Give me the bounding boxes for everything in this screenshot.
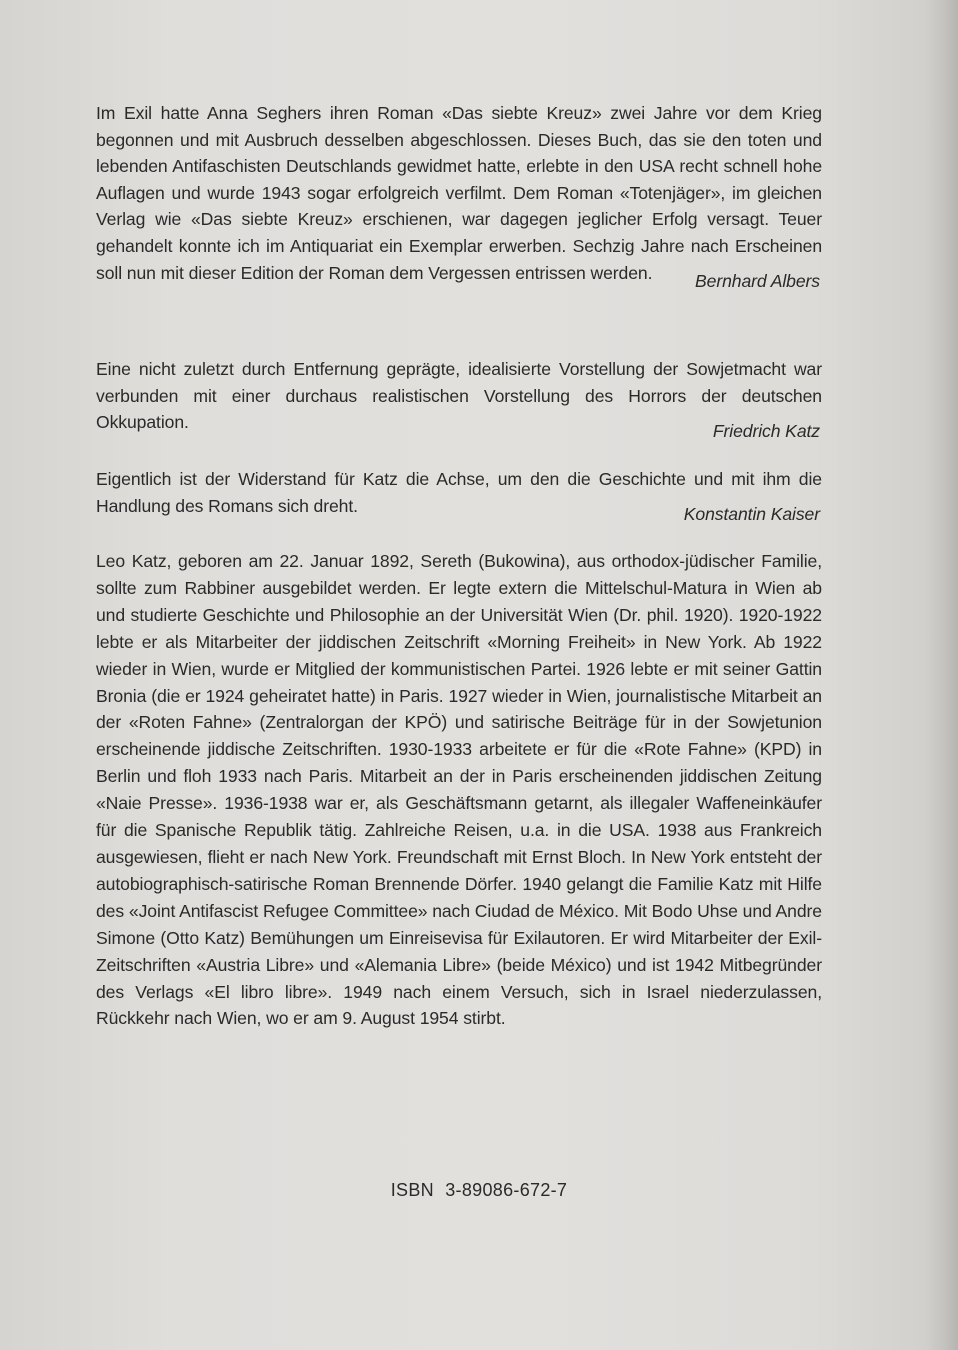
isbn-number [0, 1180, 958, 1201]
author-biography [96, 548, 822, 1032]
blurb-author: Bernhard Albers [695, 271, 820, 292]
biography-text: Leo Katz, geboren am 22. Januar 1892, Sereth (Bukowina), aus orthodox-jüdischer Familie, sollte zum Rabbiner ausgebildet werden. Er legte extern die Mittelschul-Matura in Wien ab und studierte Geschichte und Philosophie an der Universität Wien (Dr. phil. 1920). 1920-1922 lebte er als Mitarbeiter der jiddischen Zeitschrift «Morning Freiheit» in New York. Ab 1922 wieder in Wien, wurde er Mitglied der kommunistischen Partei. 1926 lebte er mit seiner Gattin Bronia (die er 1924 geheiratet hatte) in Paris. 1927 wieder in Wien, journalistische Mitarbeit an der «Roten Fahne» (Zentralorgan der KPÖ) und satirische Beiträge für in der Sowjetunion erscheinende jiddische Zeitschriften. 1930-1933 arbeitete er für die «Rote Fahne» (KPD) in Berlin und floh 1933 nach Paris. Mitarbeit an der in Paris erscheinenden jiddischen Zeitung «Naie Presse». 1936-1938 war er, als Geschäftsmann getarnt, als illegaler Waffeneinkäufer für die Spanische Republik tätig. Zahlreiche Reisen, u.a. in die USA. 1938 aus Frankreich ausgewiesen, flieht er nach New York. Freundschaft mit Ernst Bloch. In New York entsteht der autobiographisch-satirische Roman Brennende Dörfer. 1940 gelangt die Familie Katz mit Hilfe des «Joint Antifascist Refugee Committee» nach Ciudad de México. Mit Bodo Uhse und Andre Simone (Otto Katz) Bemühungen um Einreisevisa für Exilautoren. Er wird Mitarbeiter der Exil-Zeitschriften «Austria Libre» und «Alemania Libre» (beide México) und ist 1942 Mitbegründer des Verlags «El libro libre». 1949 nach einem Versuch, sich in Israel niederzulassen, Rückkehr nach Wien, wo er am 9. August 1954 stirbt. [96, 551, 822, 1029]
blurb-text: Eine nicht zuletzt durch Entfernung geprägte, idealisierte Vorstellung der Sowjetmacht war verbunden mit einer durchaus realistischen Vorstellung des Horrors der deutschen Okkupation. [96, 359, 822, 433]
blurb-text: Eigentlich ist der Widerstand für Katz die Achse, um den die Geschichte und mit ihm die Handlung des Romans sich dreht. [96, 469, 822, 516]
blurb-author: Friedrich Katz [712, 420, 820, 441]
blurb-text: Im Exil hatte Anna Seghers ihren Roman «Das siebte Kreuz» zwei Jahre vor dem Krieg begonnen und mit Ausbruch desselben abgeschlossen. Dieses Buch, das sie den toten und lebenden Antifaschisten Deutschlands gewidmet hatte, erlebte in den USA recht schnell hohe Auflagen und wurde 1943 sogar erfolgreich verfilmt. Dem Roman «Totenjäger», im gleichen Verlag wie «Das siebte Kreuz» erschienen, war dagegen jeglicher Erfolg versagt. Teuer gehandelt konnte ich im Antiquariat ein Exemplar erwerben. Sechzig Jahre nach Erscheinen soll nun mit dieser Edition der Roman dem Vergessen entrissen werden. [96, 103, 822, 283]
blurb-author: Konstantin Kaiser [683, 504, 820, 525]
isbn-text: ISBN 3-89086-672-7 [390, 1180, 568, 1200]
blurb-katz [96, 356, 822, 444]
blurb-kaiser [96, 466, 822, 528]
page-edge-shadow [924, 0, 958, 1350]
blurb-albers [96, 100, 822, 295]
